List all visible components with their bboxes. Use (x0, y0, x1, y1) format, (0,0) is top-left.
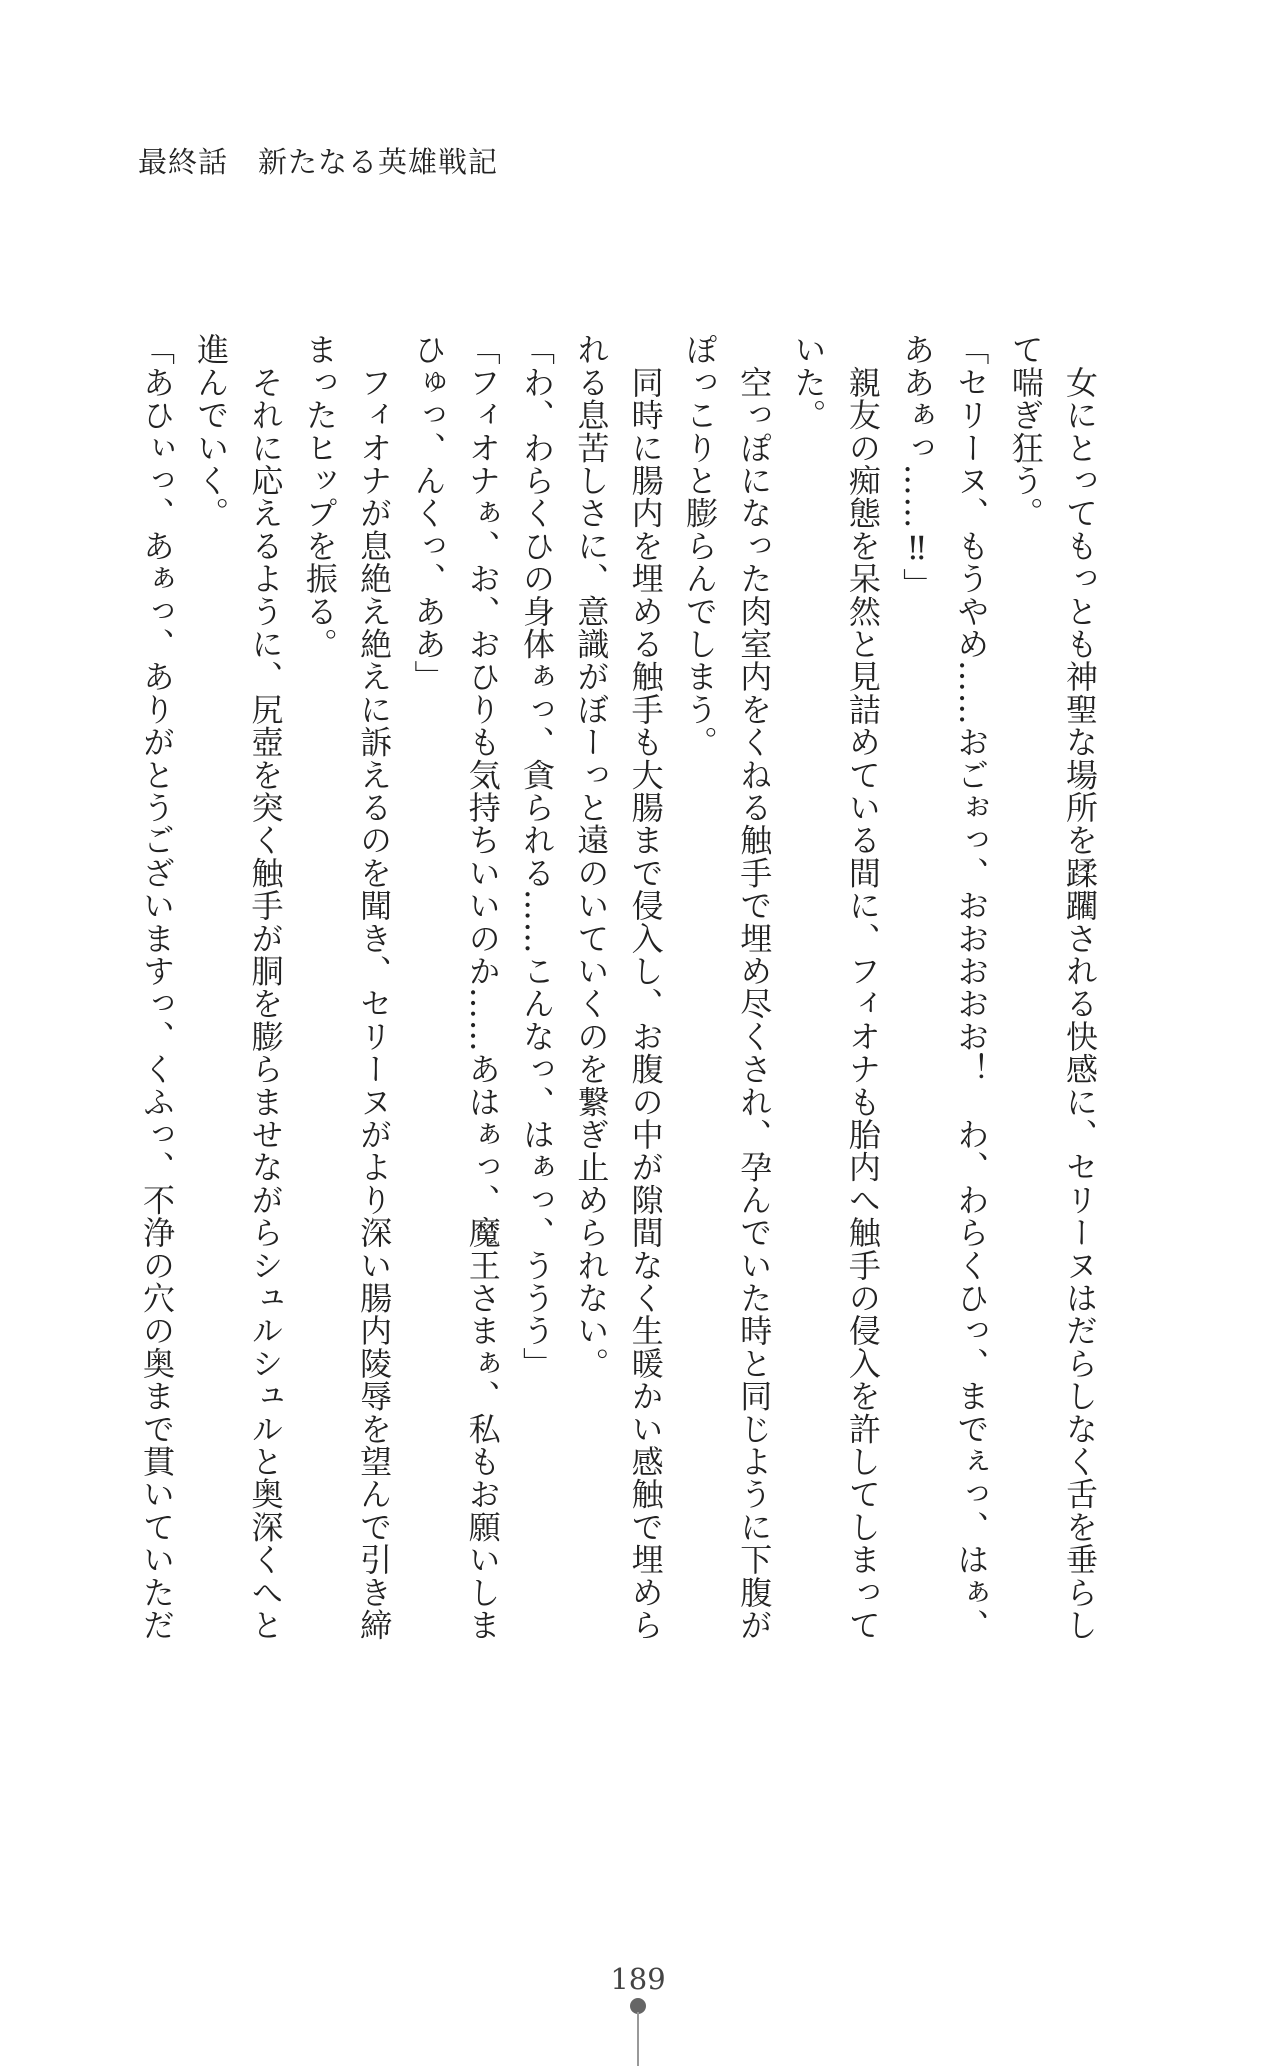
text-column: 「あひぃっ、あぁっ、ありがとうございますっ、くふっ、不浄の穴の奥まで貫いていただ (137, 333, 176, 1641)
page-marker-line (637, 2012, 639, 2066)
text-column: 空っぽになった肉室内をくねる触手で埋め尽くされ、孕んでいた時と同じように下腹が (735, 333, 774, 1641)
text-column: 進んでいく。 (192, 333, 231, 530)
text-column: ひゅっ、んくっ、ああ」 (409, 333, 448, 693)
chapter-title: 最終話 新たなる英雄戦記 (138, 145, 499, 179)
text-column: 親友の痴態を呆然と見詰めている間に、フィオナも胎内へ触手の侵入を許してしまって (843, 333, 882, 1641)
text-column: いた。 (789, 333, 828, 432)
text-column: れる息苦しさに、意識がぼーっと遠のいていくのを繋ぎ止められない。 (572, 333, 611, 1380)
text-column: フィオナが息絶え絶えに訴えるのを聞き、セリーヌがより深い腸内陵辱を望んで引き締 (355, 333, 394, 1641)
text-column: 「セリーヌ、もうやめ……おごぉっ、おおおおお！ わ、わらくひっ、までぇっ、はぁ、 (952, 333, 991, 1641)
text-column: 「わ、わらくひの身体ぁっ、貪られる……こんなっ、はぁっ、ううう」 (518, 333, 557, 1380)
text-column: ああぁっ……‼」 (898, 333, 937, 601)
text-column: 女にとってもっとも神聖な場所を蹂躙される快感に、セリーヌはだらしなく舌を垂らし (1061, 333, 1099, 1641)
text-column: て喘ぎ狂う。 (1006, 333, 1045, 530)
vertical-body-text (137, 333, 1107, 1653)
text-column: 「フィオナぁ、お、おひりも気持ちいいのか……あはぁっ、魔王さまぁ、私もお願いしま (463, 333, 502, 1641)
text-column: ぽっこりと膨らんでしまう。 (680, 333, 719, 759)
text-column: それに応えるように、尻壺を突く触手が胴を膨らませながらシュルシュルと奥深くへと (246, 333, 285, 1641)
text-column: 同時に腸内を埋める触手も大腸まで侵入し、お腹の中が隙間なく生暖かい感触で埋めら (626, 333, 665, 1641)
text-column: まったヒップを振る。 (300, 333, 339, 660)
page-number: 189 (610, 1962, 666, 1996)
